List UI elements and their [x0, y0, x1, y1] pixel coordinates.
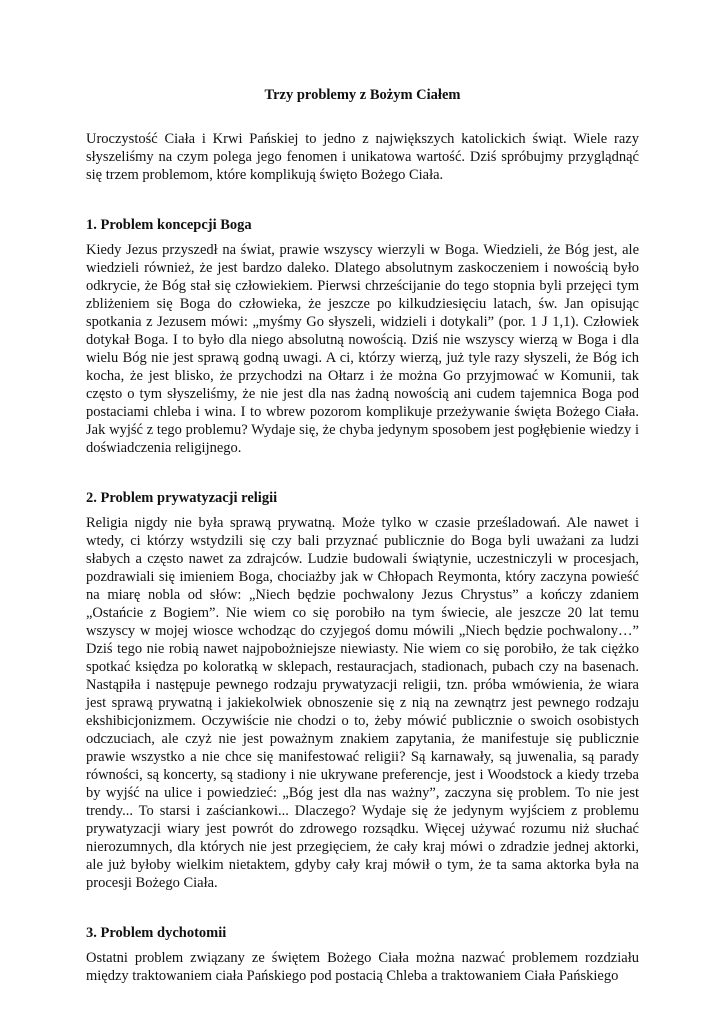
document-title: Trzy problemy z Bożym Ciałem [264, 87, 461, 103]
section-heading: 3. Problem dychotomii [86, 925, 227, 941]
section-heading: 1. Problem koncepcji Boga [86, 217, 252, 233]
section-paragraph: Ostatni problem związany ze świętem Bożego Ciała można nazwać problemem rozdziału między traktowaniem ciała Pańskiego pod postacią Chleba a traktowaniem Ciała Pańskiego [86, 950, 639, 984]
section-heading: 2. Problem prywatyzacji religii [86, 490, 278, 506]
section-dichotomy [86, 924, 639, 985]
section-paragraph: Kiedy Jezus przyszedł na świat, prawie wszyscy wierzyli w Boga. Wiedzieli, że Bóg jest, ale wiedzieli również, że jest bardzo daleko. Dlatego absolutnym zaskoczeniem i nowością było odkrycie, że Bóg stał się człowiekiem. Pierwsi chrześcijanie do tego stopnia byli przejęci tym zbliżeniem się Boga do człowieka, że jeszcze po kilkudziesięciu latach, św. Jan opisując spotkania z Jezusem mówi: „myśmy Go słyszeli, widzieli i dotykali” (por. 1 J 1,1). Człowiek dotykał Boga. I to było dla niego absolutną nowością. Dziś nie wszyscy wierzą w Boga i dla wielu Bóg nie jest sprawą godną uwagi. A ci, którzy wierzą, już tyle razy słyszeli, że Bóg ich kocha, że jest blisko, że przychodzi na Ołtarz i że można Go przyjmować w Komunii, tak często o tym słyszeliśmy, że nie jest dla nas żadną nowością ani cudem tajemnica Boga pod postaciami chleba i wina. I to wbrew pozorom komplikuje przeżywanie święta Bożego Ciała. Jak wyjść z tego problemu? Wydaje się, że chyba jedynym sposobem jest pogłębienie wiedzy i doświadczenia religijnego. [86, 242, 639, 456]
intro-paragraph: Uroczystość Ciała i Krwi Pańskiej to jedno z największych katolickich świąt. Wiele razy słyszeliśmy na czym polega jego fenomen i unikatowa wartość. Dziś spróbujmy przyglądnąć się trzem problemom, które komplikują święto Bożego Ciała. [86, 131, 639, 183]
section-privatization-of-religion [86, 489, 639, 892]
section-concept-of-god [86, 216, 639, 457]
section-paragraph: Religia nigdy nie była sprawą prywatną. Może tylko w czasie prześladowań. Ale nawet i wtedy, ci którzy wstydzili się czy bali przyznać publicznie do Boga byli uważani za ludzi słabych a często nawet za zdrajców. Ludzie budowali świątynie, uczestniczyli w procesjach, pozdrawiali się imieniem Boga, chociażby jak w Chłopach Reymonta, który zaczyna powieść na miarę nobla od słów: „Niech będzie pochwalony Jezus Chrystus” a kończy zdaniem „Ostańcie z Bogiem”. Nie wiem co się porobiło na tym świecie, ale jeszcze 20 lat temu wszyscy w mojej wiosce wchodząc do czyjegoś domu mówili „Niech będzie pochwalony…” Dziś tego nie robią nawet najpobożniejsze niewiasty. Nie wiem co się porobiło, że tak ciężko spotkać księdza po koloratką w sklepach, restauracjach, stadionach, pubach czy na basenach. Nastąpiła i następuje pewnego rodzaju prywatyzacji religii, tzn. próba wmówienia, że wiara jest sprawą prywatną i jakiekolwiek obnoszenie się z nią na zewnątrz jest pewnego rodzaju ekshibicjonizmem. Oczywiście nie chodzi o to, żeby mówić publicznie o swoich osobistych odczuciach, ale czyż nie jest poważnym znakiem zapytania, że manifestuje się publicznie prawie wszystko a nie chce się manifestować religii? Są karnawały, są juwenalia, są parady równości, są koncerty, są stadiony i nie ukrywane preferencje, jest i Woodstock a kiedy trzeba by wyjść na ulice i powiedzieć: „Bóg jest dla nas ważny”, zaczyna się problem. To nie jest trendy... To starsi i zaściankowi... Dlaczego? Wydaje się że jedynym wyjściem z problemu prywatyzacji wiary jest powrót do zdrowego rozsądku. Więcej używać rozumu niż słuchać nierozumnych, dla których nie jest przegięciem, że cały kraj mówi o zdradzie jednej aktorki, ale już byłoby wielkim nietaktem, gdyby cały kraj mówił o tym, że ta sama aktorka była na procesji Bożego Ciała. [86, 515, 639, 891]
